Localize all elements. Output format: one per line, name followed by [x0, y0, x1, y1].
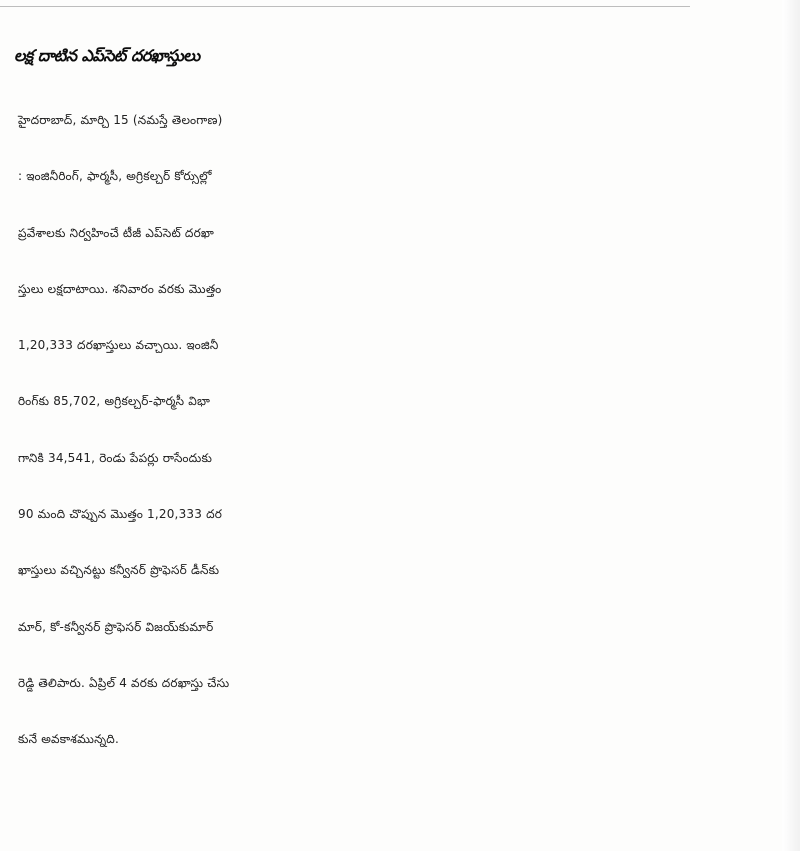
article-line: ఖాస్తులు వచ్చినట్టు కన్వీనర్‌ ప్రొఫెసర్‌ డీన్‌కు [18, 563, 220, 578]
scan-edge [782, 0, 800, 851]
article-line: మార్‌, కో-కన్వీనర్‌ ప్రొఫెసర్‌ విజయ్‌కుమార్‌ [18, 619, 214, 634]
article-line: 90 మంది చొప్పున మొత్తం 1,20,333 దర [18, 507, 223, 522]
article-line: గానికి 34,541, రెండు పేపర్లు రాసేందుకు [18, 450, 213, 465]
article-body [18, 92, 708, 768]
article-line: 1,20,333 దరఖాస్తులు వచ్చాయి. ఇంజినీ [18, 338, 219, 353]
article-line: : ఇంజినీరింగ్‌, ఫార్మసీ, అగ్రికల్చర్‌ కోర్సుల్లో [18, 169, 212, 184]
article-line: ప్రవేశాలకు నిర్వహించే టీజీ ఎప్‌సెట్‌ దరఖా [18, 225, 215, 240]
article-line: రెడ్డి తెలిపారు. ఏప్రిల్‌ 4 వరకు దరఖాస్తు చేసు [18, 675, 230, 690]
article-line: హైదరాబాద్‌, మార్చి 15 (నమస్తే తెలంగాణ) [18, 113, 223, 127]
top-divider [0, 0, 690, 7]
article-line: స్తులు లక్షదాటాయి. శనివారం వరకు మొత్తం [18, 281, 222, 296]
article-headline: లక్ష దాటిన ఎప్‌సెట్‌ దరఖాస్తులు [14, 45, 200, 65]
article-line: రింగ్‌కు 85,702, అగ్రికల్చర్‌-ఫార్మసీ విభా [18, 394, 211, 409]
article-line: కునే అవకాశమున్నది. [18, 732, 119, 747]
